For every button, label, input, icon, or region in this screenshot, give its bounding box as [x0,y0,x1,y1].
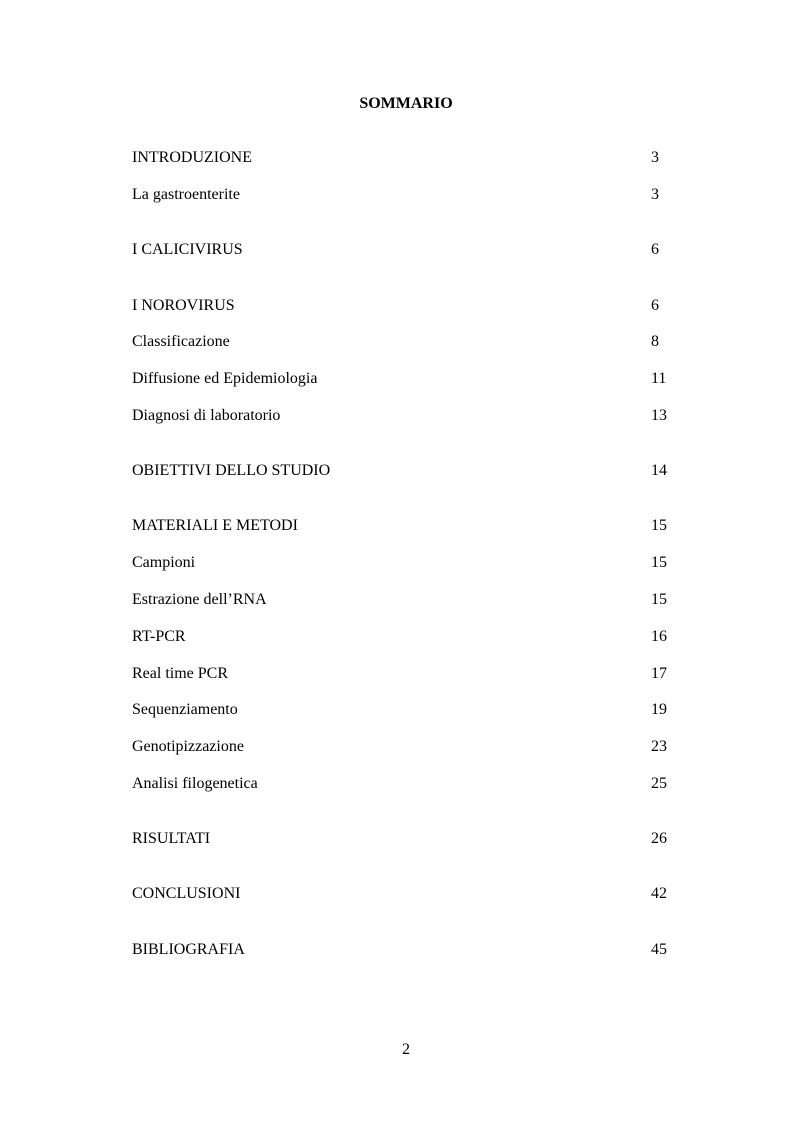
toc-entry-label: RISULTATI [132,830,211,847]
toc-entry-conclusioni[interactable] [132,884,692,904]
toc-entry-rt-pcr[interactable] [132,627,692,647]
toc-entry-label: Campioni [132,554,196,571]
page-number: 2 [402,1041,410,1058]
toc-entry-page: 16 [651,628,667,645]
toc-entry-label: I NOROVIRUS [132,297,235,314]
toc-entry-page: 15 [651,591,667,608]
toc-entry-risultati[interactable] [132,829,692,849]
toc-entry-obiettivi[interactable] [132,461,692,481]
toc-entry-page: 42 [651,885,667,902]
toc-entry-label: Diagnosi di laboratorio [132,407,281,424]
toc-entry-analisi-filogenetica[interactable] [132,774,692,794]
toc-entry-page: 26 [651,830,667,847]
toc-entry-label: Real time PCR [132,665,228,682]
toc-entry-estrazione-rna[interactable] [132,590,692,610]
toc-entry-label: RT-PCR [132,628,186,645]
toc-entry-real-time-pcr[interactable] [132,664,692,684]
toc-entry-label: Diffusione ed Epidemiologia [132,370,318,387]
toc-entry-page: 17 [651,665,667,682]
toc-entry-label: BIBLIOGRAFIA [132,941,245,958]
toc-entry-page: 3 [651,186,659,203]
toc-entry-label: OBIETTIVI DELLO STUDIO [132,462,331,479]
toc-entry-page: 23 [651,738,667,755]
toc-entry-label: Genotipizzazione [132,738,244,755]
toc-entry-label: La gastroenterite [132,186,240,203]
toc-entry-bibliografia[interactable] [132,940,692,960]
toc-entry-label: Sequenziamento [132,701,238,718]
toc-entry-page: 15 [651,554,667,571]
toc-entry-page: 25 [651,775,667,792]
toc-entry-page: 6 [651,241,659,258]
toc-entry-classificazione[interactable] [132,332,692,352]
toc-entry-page: 13 [651,407,667,424]
toc-entry-diffusione-epidemiologia[interactable] [132,369,692,389]
toc-entry-page: 11 [651,370,667,387]
toc-entry-genotipizzazione[interactable] [132,737,692,757]
page-title: SOMMARIO [359,95,453,112]
toc-entry-sequenziamento[interactable] [132,700,692,720]
toc-entry-page: 45 [651,941,667,958]
toc-entry-label: I CALICIVIRUS [132,241,243,258]
toc-entry-introduzione[interactable] [132,148,692,168]
toc-entry-norovirus[interactable] [132,296,692,316]
toc-entry-page: 14 [651,462,667,479]
toc-entry-materiali-metodi[interactable] [132,516,692,536]
toc-entry-label: INTRODUZIONE [132,149,252,166]
toc-entry-label: Classificazione [132,333,230,350]
toc-entry-campioni[interactable] [132,553,692,573]
toc-entry-calicivirus[interactable] [132,240,692,260]
toc-entry-diagnosi-laboratorio[interactable] [132,406,692,426]
toc-entry-label: MATERIALI E METODI [132,517,298,534]
toc-entry-label: CONCLUSIONI [132,885,241,902]
toc-entry-page: 3 [651,149,659,166]
toc-entry-gastroenterite[interactable] [132,185,692,205]
toc-entry-label: Analisi filogenetica [132,775,258,792]
toc-entry-page: 8 [651,333,659,350]
toc-entry-page: 15 [651,517,667,534]
toc-entry-page: 6 [651,297,659,314]
toc-entry-label: Estrazione dell’RNA [132,591,267,608]
toc-entry-page: 19 [651,701,667,718]
